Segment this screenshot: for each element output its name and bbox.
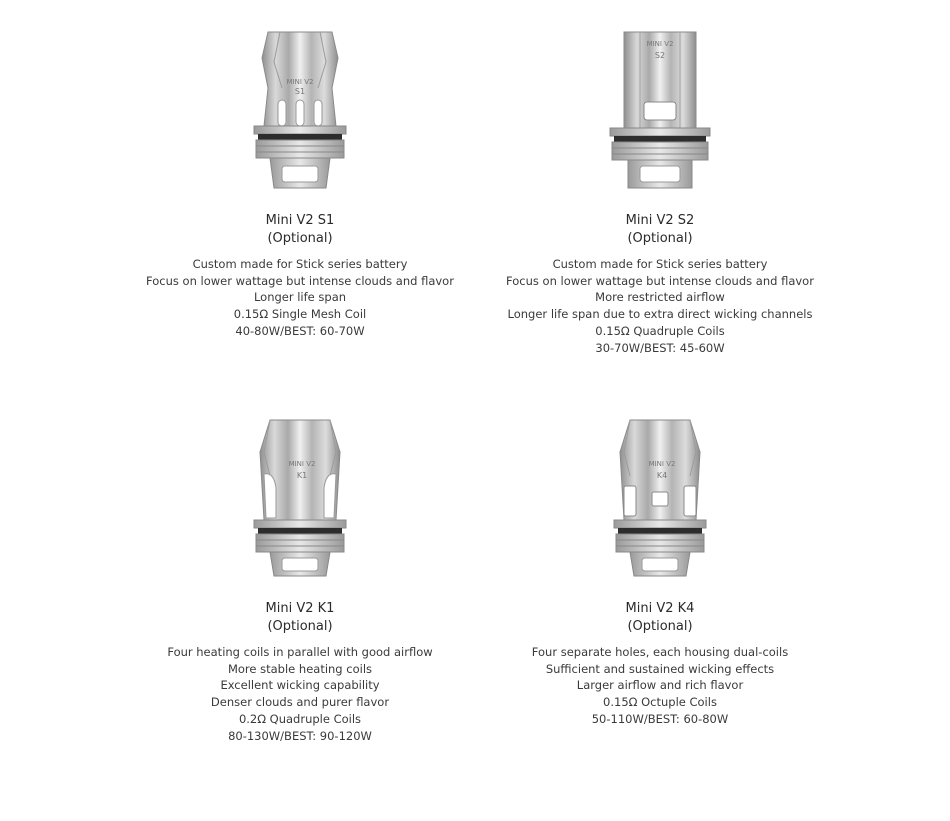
spec-line: Custom made for Stick series battery — [192, 257, 408, 271]
product-spec-list — [90, 256, 510, 340]
spec-line: 30-70W/BEST: 45-60W — [595, 340, 725, 355]
spec-line: Four heating coils in parallel with good airflow — [167, 645, 433, 659]
product-optional-label: (Optional) — [267, 231, 333, 246]
spec-line: More restricted airflow — [595, 290, 725, 305]
coil-s2-image — [600, 28, 720, 194]
spec-line: 80-130W/BEST: 90-120W — [228, 728, 372, 743]
spec-line: More stable heating coils — [227, 661, 373, 676]
coil-k4-image — [600, 416, 720, 582]
product-spec-list — [450, 644, 870, 728]
product-card-s1 — [90, 28, 510, 340]
product-title: Mini V2 S1 — [265, 213, 335, 228]
spec-line: Denser clouds and purer flavor — [210, 695, 390, 710]
spec-line: 0.15Ω Octuple Coils — [603, 695, 717, 710]
coil-k4-engraving-line2: K4 — [656, 471, 668, 480]
product-card-s2 — [450, 28, 870, 356]
coil-k1-image — [240, 416, 360, 582]
spec-line: Focus on lower wattage but intense clouds and flavor — [146, 273, 454, 288]
spec-line: 40-80W/BEST: 60-70W — [235, 323, 365, 338]
product-optional-label: (Optional) — [627, 619, 693, 634]
product-card-k1 — [90, 416, 510, 744]
spec-line: Excellent wicking capability — [220, 678, 380, 693]
product-optional-label: (Optional) — [267, 619, 333, 634]
spec-line: Longer life span — [253, 290, 347, 305]
product-spec-list — [450, 256, 870, 356]
coil-s2-engraving-line1: MINI V2 — [646, 40, 674, 48]
spec-line: Longer life span due to extra direct wicking channels — [507, 307, 813, 322]
spec-line: 50-110W/BEST: 60-80W — [591, 711, 729, 726]
spec-line: 0.2Ω Quadruple Coils — [238, 711, 362, 726]
coil-k1-engraving-line1: MINI V2 — [288, 460, 316, 468]
spec-line: Four separate holes, each housing dual-coils — [531, 645, 789, 659]
product-title: Mini V2 K4 — [625, 601, 695, 616]
product-optional-label: (Optional) — [627, 231, 693, 246]
coil-s1-engraving-line1: MINI V2 — [286, 78, 314, 86]
coil-s1-image — [240, 28, 360, 194]
coil-k4-engraving-line1: MINI V2 — [648, 460, 676, 468]
spec-line: Sufficient and sustained wicking effects — [545, 661, 775, 676]
spec-line: 0.15Ω Quadruple Coils — [595, 323, 725, 338]
spec-line: Larger airflow and rich flavor — [576, 678, 744, 693]
spec-line: Focus on lower wattage but intense clouds and flavor — [506, 273, 814, 288]
coil-k1-engraving-line2: K1 — [296, 471, 308, 480]
product-card-k4 — [450, 416, 870, 728]
spec-line: Custom made for Stick series battery — [552, 257, 768, 271]
coil-s2-engraving-line2: S2 — [654, 51, 666, 60]
spec-line: 0.15Ω Single Mesh Coil — [233, 307, 367, 322]
product-title: Mini V2 K1 — [265, 601, 335, 616]
coil-s1-engraving-line2: S1 — [294, 87, 306, 96]
product-title: Mini V2 S2 — [625, 213, 695, 228]
product-spec-list — [90, 644, 510, 744]
